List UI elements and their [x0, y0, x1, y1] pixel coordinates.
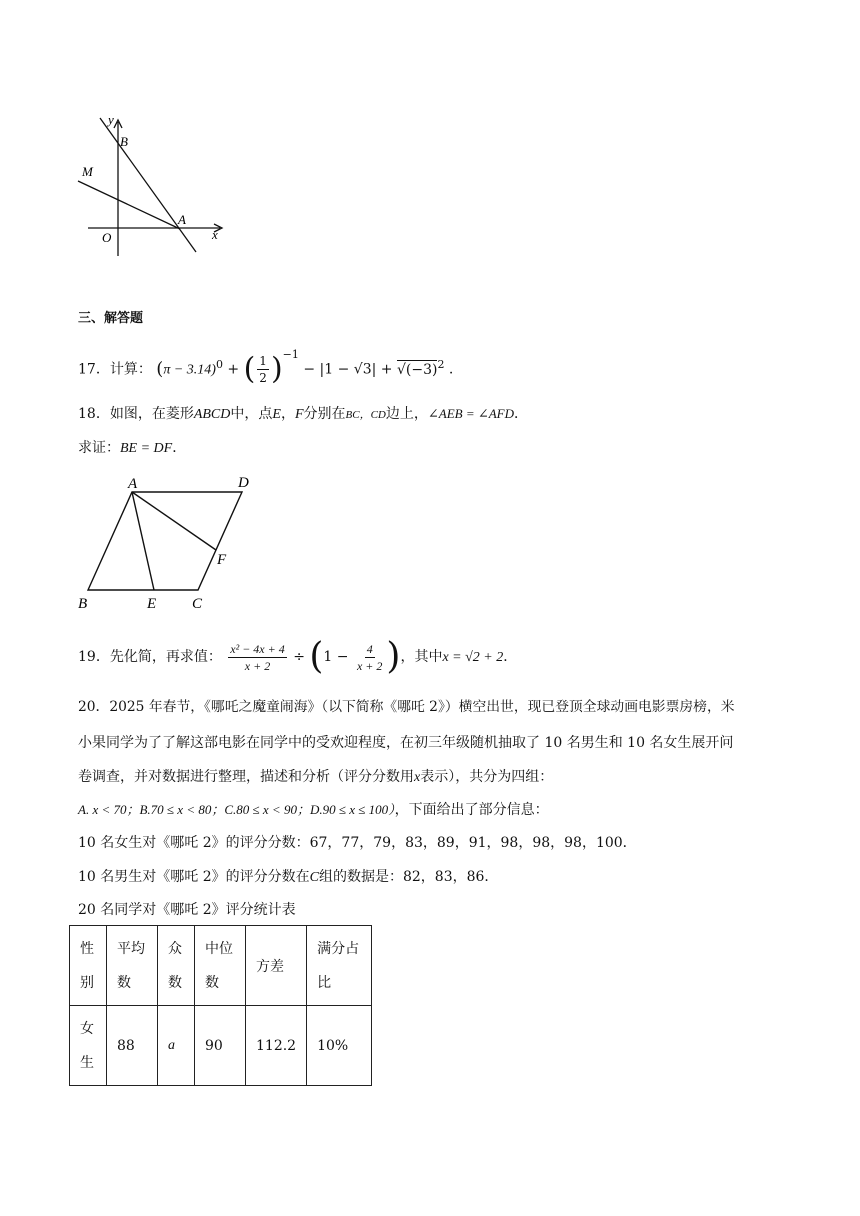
header-gender	[70, 926, 107, 1006]
q18-text-d: 边上，	[385, 406, 428, 422]
cell-mode: a	[158, 1006, 195, 1086]
q17-sqrt: √(−3)	[396, 361, 438, 378]
q19-one-minus: 1 −	[323, 649, 349, 665]
q19-mid: ，其中	[400, 649, 443, 665]
header-median-2: 数	[205, 974, 219, 991]
q19-frac2	[355, 643, 384, 672]
cell-gender	[70, 1006, 107, 1086]
q20-line4-b: ，下面给出了部分信息：	[394, 802, 549, 818]
origin-label: O	[102, 230, 112, 245]
header-mean-2: 数	[117, 974, 131, 991]
q17-open-paren: (	[243, 351, 256, 387]
q17-half-num: 1	[259, 354, 267, 369]
q18-comma: ，	[280, 406, 295, 422]
q18-text-b: 中，点	[230, 406, 273, 422]
q20-line1: 20．2025 年春节，《哪吒之魔童闹海》（以下简称《哪吒 2》）横空出世，现已登顶全球动画电影票房榜，米	[78, 699, 735, 715]
q17-end: .	[448, 361, 454, 378]
question-18-line1	[78, 404, 528, 425]
header-mode-1: 众	[168, 940, 182, 957]
header-full-ratio-2: 比	[317, 974, 332, 991]
rhombus-label-d: D	[238, 475, 249, 491]
q17-expr1: π − 3.14)	[163, 362, 216, 378]
q19-condition: x = √2 + 2	[442, 650, 504, 665]
question-17	[78, 348, 454, 387]
point-m-label: M	[82, 164, 93, 179]
q17-exp-neg1: −1	[282, 348, 299, 361]
header-gender-2: 别	[80, 974, 94, 991]
q20-groups: A. x < 70；B.70 ≤ x < 80；C.80 ≤ x < 90；D.90 ≤ x ≤ 100）	[78, 802, 395, 817]
q18-e: E	[272, 407, 281, 422]
rhombus-label-f: F	[217, 552, 227, 568]
q19-end: ．	[503, 649, 518, 665]
q17-exp2: 2	[437, 358, 445, 371]
q20-var-x: x	[414, 770, 421, 785]
rhombus-label-b: B	[78, 596, 88, 612]
q17-half-den: 2	[259, 371, 267, 386]
question-18-line2	[78, 438, 186, 459]
q19-close-paren: )	[386, 636, 401, 677]
stats-table	[69, 925, 372, 1086]
q19-frac1	[228, 643, 286, 672]
cell-gender-2: 生	[80, 1054, 94, 1071]
header-median	[195, 926, 246, 1006]
q18-text-c: 分别在	[303, 406, 346, 422]
cell-full-ratio: 10%	[307, 1006, 372, 1086]
header-mean-1: 平均	[117, 940, 145, 957]
q20-line5: 10 名女生对《哪吒 2》的评分分数：67，77，79，83，89，91，98，98，98，100．	[78, 835, 637, 851]
q17-close-paren: )	[270, 351, 283, 387]
q17-plus1: +	[227, 361, 240, 378]
point-b-label: B	[120, 134, 128, 149]
q20-line6-a: 10 名男生对《哪吒 2》的评分分数在	[78, 869, 310, 885]
q20-line6	[78, 867, 498, 888]
q20-line6-b: 组的数据是：82，83，86．	[318, 869, 499, 885]
rhombus-figure	[74, 470, 264, 618]
q19-frac2-num: 4	[366, 641, 373, 656]
q19-frac1-den: x + 2	[244, 658, 271, 673]
q18-line2-end: ．	[172, 440, 187, 456]
rhombus-label-a: A	[128, 476, 138, 492]
q19-frac1-num: x² − 4x + 4	[230, 641, 285, 656]
header-mode	[158, 926, 195, 1006]
point-a-label: A	[178, 212, 186, 227]
q18-f: F	[294, 407, 304, 422]
question-19	[78, 636, 517, 679]
header-variance-1: 方差	[256, 958, 284, 975]
table-title: 20 名同学对《哪吒 2》评分统计表	[78, 902, 296, 918]
q20-line4	[78, 800, 549, 820]
q17-prefix: 17．计算：	[78, 361, 152, 378]
q17-plus2: +	[380, 361, 393, 378]
q19-prefix: 19．先化简，再求值：	[78, 649, 222, 665]
q20-group-c: C	[309, 870, 319, 885]
q17-paren: (	[156, 358, 164, 380]
header-variance	[246, 926, 307, 1006]
header-full-ratio-1: 满分占	[317, 940, 360, 957]
q20-line3-a: 卷调查，并对数据进行整理，描述和分析（评分分数用	[78, 769, 414, 785]
q18-angle-eq: ∠AEB = ∠AFD	[427, 406, 515, 421]
q17-exp0: 0	[215, 358, 223, 371]
rhombus-label-e: E	[147, 596, 157, 612]
section-title: 三、解答题	[78, 311, 144, 326]
cell-variance: 112.2	[246, 1006, 307, 1086]
q18-abcd: ABCD	[193, 407, 231, 422]
q19-frac2-den: x + 2	[356, 658, 383, 673]
q20-line2: 小果同学为了了解这部电影在同学中的受欢迎程度，在初三年级随机抽取了 10 名男生和 10 名女生展开问	[78, 735, 734, 751]
y-axis-label: y	[108, 112, 114, 127]
rhombus-label-c: C	[192, 596, 203, 612]
q17-abs: |1 − √3|	[319, 361, 377, 378]
table-header-row	[70, 926, 372, 1006]
q18-text-a: 18．如图，在菱形	[78, 406, 194, 422]
q17-minus: −	[303, 361, 316, 378]
cell-median: 90	[195, 1006, 246, 1086]
header-gender-1: 性	[80, 940, 94, 957]
q20-line3	[78, 767, 553, 788]
cell-gender-1: 女	[80, 1020, 94, 1037]
x-axis-label: x	[212, 227, 218, 242]
q18-be-df: BE = DF	[120, 441, 173, 456]
q20-line3-b: 表示），共分为四组：	[420, 769, 554, 785]
table-row	[70, 1006, 372, 1086]
q19-open-paren: (	[309, 636, 324, 677]
header-median-1: 中位	[205, 940, 233, 957]
header-mean	[107, 926, 158, 1006]
header-full-ratio	[307, 926, 372, 1006]
q18-period: ．	[514, 406, 529, 422]
q19-div: ÷	[293, 649, 305, 665]
q17-half	[257, 355, 269, 384]
coordinate-graph	[70, 108, 240, 268]
q18-bc-cd: BC，CD	[345, 409, 386, 421]
cell-mean: 88	[107, 1006, 158, 1086]
q18-prove: 求证：	[78, 440, 120, 456]
header-mode-2: 数	[168, 974, 182, 991]
